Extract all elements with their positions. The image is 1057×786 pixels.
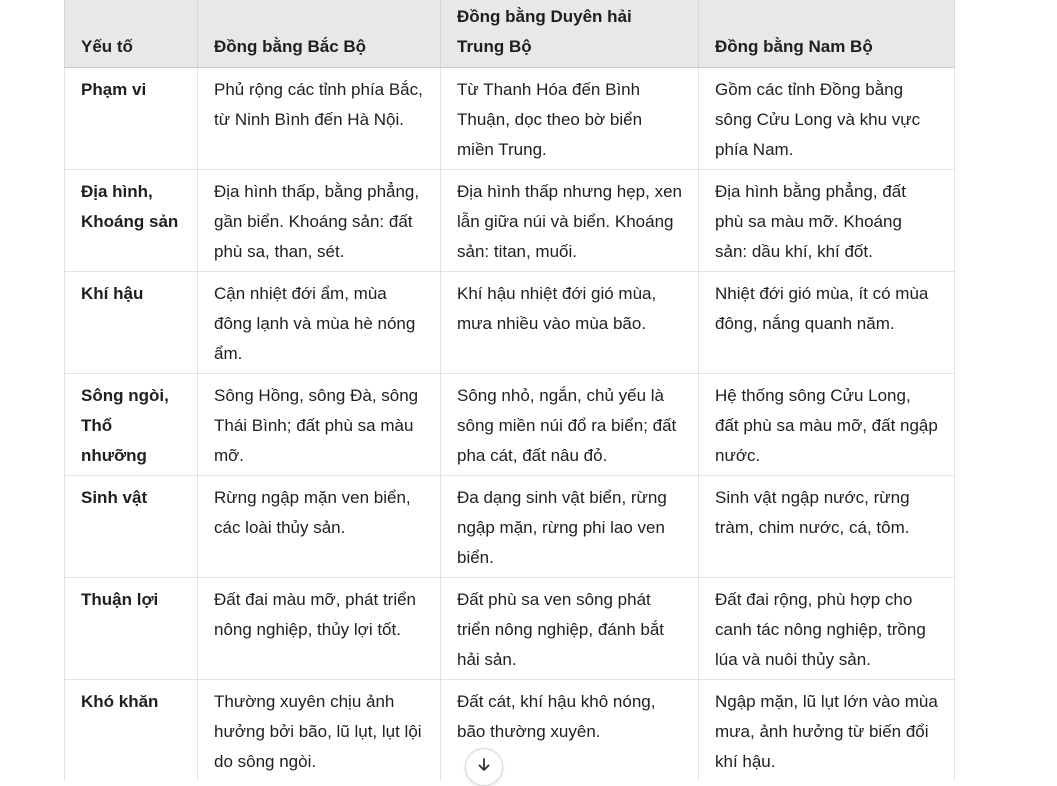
table-row xyxy=(65,680,955,782)
row-factor-cell: Khó khăn xyxy=(65,680,198,782)
table-row xyxy=(65,68,955,170)
table-cell: Từ Thanh Hóa đến Bình Thuận, dọc theo bờ biển miền Trung. xyxy=(441,68,699,170)
row-factor-cell: Phạm vi xyxy=(65,68,198,170)
table-row xyxy=(65,170,955,272)
comparison-table xyxy=(64,0,955,781)
table-row xyxy=(65,578,955,680)
row-factor-cell: Thuận lợi xyxy=(65,578,198,680)
comparison-table-container xyxy=(64,0,954,781)
table-row xyxy=(65,272,955,374)
header-central-coast-delta: Đồng bằng Duyên hải Trung Bộ xyxy=(441,0,699,68)
table-cell: Đất đai màu mỡ, phát triển nông nghiệp, thủy lợi tốt. xyxy=(198,578,441,680)
table-cell: Thường xuyên chịu ảnh hưởng bởi bão, lũ lụt, lụt lội do sông ngòi. xyxy=(198,680,441,782)
header-northern-delta: Đồng bằng Bắc Bộ xyxy=(198,0,441,68)
row-factor-cell: Địa hình, Khoáng sản xyxy=(65,170,198,272)
row-factor-cell: Sinh vật xyxy=(65,476,198,578)
table-row xyxy=(65,374,955,476)
table-cell: Hệ thống sông Cửu Long, đất phù sa màu mỡ, đất ngập nước. xyxy=(699,374,955,476)
table-cell: Rừng ngập mặn ven biển, các loài thủy sản. xyxy=(198,476,441,578)
table-cell: Cận nhiệt đới ẩm, mùa đông lạnh và mùa hè nóng ẩm. xyxy=(198,272,441,374)
header-southern-delta: Đồng bằng Nam Bộ xyxy=(699,0,955,68)
table-cell: Gồm các tỉnh Đồng bằng sông Cửu Long và khu vực phía Nam. xyxy=(699,68,955,170)
scroll-to-bottom-button[interactable] xyxy=(465,748,503,786)
row-factor-cell: Sông ngòi, Thổ nhưỡng xyxy=(65,374,198,476)
row-factor-cell: Khí hậu xyxy=(65,272,198,374)
table-cell: Phủ rộng các tỉnh phía Bắc, từ Ninh Bình đến Hà Nội. xyxy=(198,68,441,170)
table-cell: Sông nhỏ, ngắn, chủ yếu là sông miền núi đổ ra biển; đất pha cát, đất nâu đỏ. xyxy=(441,374,699,476)
table-cell: Khí hậu nhiệt đới gió mùa, mưa nhiều vào mùa bão. xyxy=(441,272,699,374)
arrow-down-icon xyxy=(476,757,492,773)
table-cell: Sinh vật ngập nước, rừng tràm, chim nước, cá, tôm. xyxy=(699,476,955,578)
table-cell: Sông Hồng, sông Đà, sông Thái Bình; đất phù sa màu mỡ. xyxy=(198,374,441,476)
header-factor: Yếu tố xyxy=(65,0,198,68)
table-cell: Đa dạng sinh vật biển, rừng ngập mặn, rừng phi lao ven biển. xyxy=(441,476,699,578)
table-cell: Địa hình thấp, bằng phẳng, gần biển. Khoáng sản: đất phù sa, than, sét. xyxy=(198,170,441,272)
table-header-row xyxy=(65,0,955,68)
table-row xyxy=(65,476,955,578)
table-cell: Ngập mặn, lũ lụt lớn vào mùa mưa, ảnh hưởng từ biến đổi khí hậu. xyxy=(699,680,955,782)
table-cell: Đất cát, khí hậu khô nóng, bão thường xuyên. xyxy=(441,680,699,782)
table-cell: Đất phù sa ven sông phát triển nông nghiệp, đánh bắt hải sản. xyxy=(441,578,699,680)
table-cell: Đất đai rộng, phù hợp cho canh tác nông nghiệp, trồng lúa và nuôi thủy sản. xyxy=(699,578,955,680)
table-cell: Địa hình bằng phẳng, đất phù sa màu mỡ. Khoáng sản: dầu khí, khí đốt. xyxy=(699,170,955,272)
table-cell: Địa hình thấp nhưng hẹp, xen lẫn giữa núi và biển. Khoáng sản: titan, muối. xyxy=(441,170,699,272)
table-cell: Nhiệt đới gió mùa, ít có mùa đông, nắng quanh năm. xyxy=(699,272,955,374)
